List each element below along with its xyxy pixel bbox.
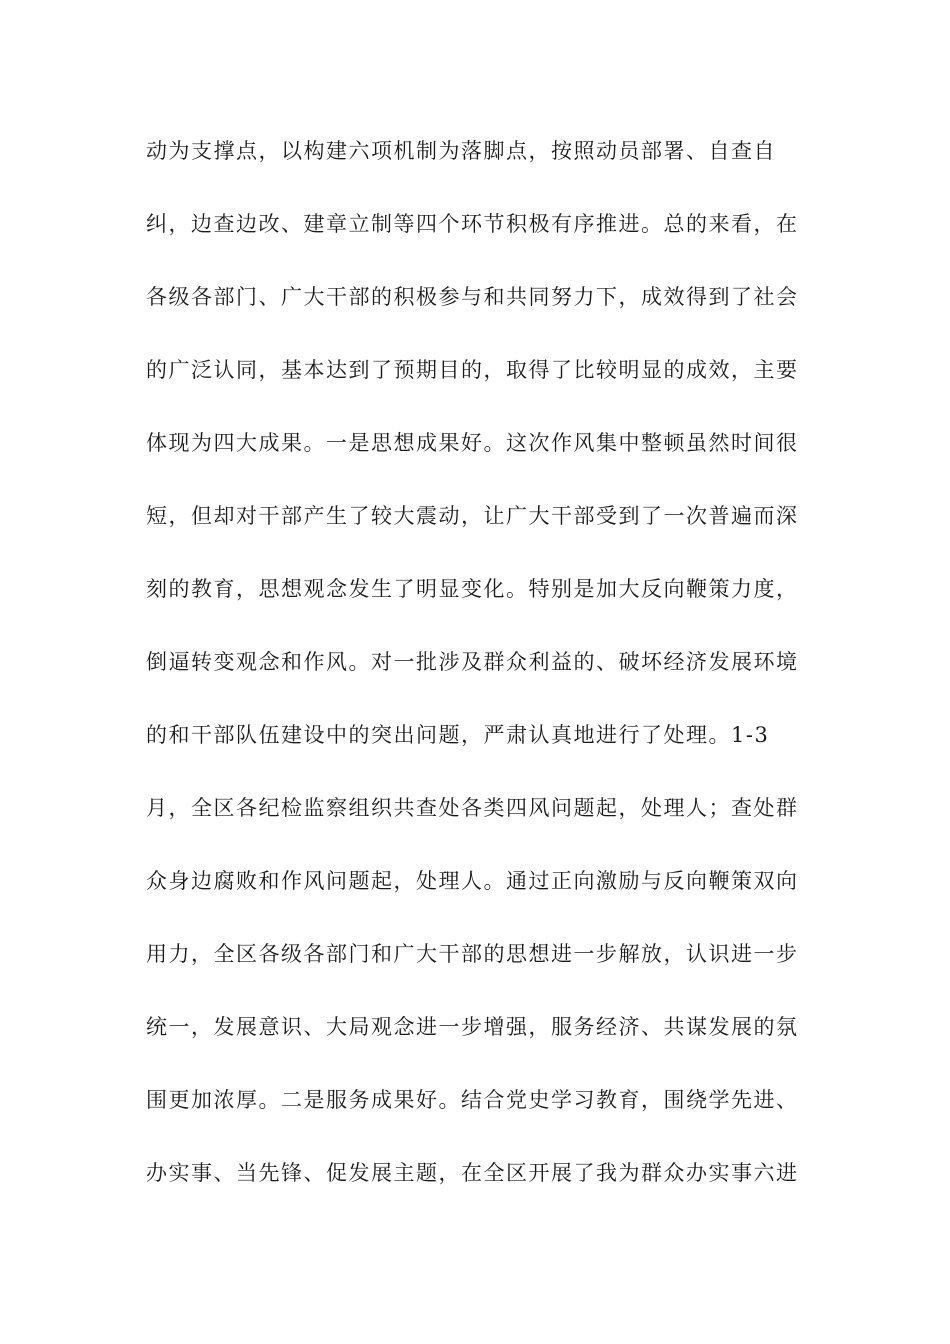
text-line: 用力，全区各级各部门和广大干部的思想进一步解放，认识进一步 — [146, 942, 799, 966]
text-line: 的和干部队伍建设中的突出问题，严肃认真地进行了处理。1-3 — [146, 723, 770, 747]
text-line: 办实事、当先锋、促发展主题，在全区开展了我为群众办实事六进 — [146, 1161, 799, 1185]
text-line: 倒逼转变观念和作风。对一批涉及群众利益的、破坏经济发展环境 — [146, 650, 799, 674]
text-line: 众身边腐败和作风问题起，处理人。通过正向激励与反向鞭策双向 — [146, 869, 799, 893]
text-line: 刻的教育，思想观念发生了明显变化。特别是加大反向鞭策力度， — [146, 577, 799, 601]
text-line: 短，但却对干部产生了较大震动，让广大干部受到了一次普遍而深 — [146, 504, 799, 528]
body-text — [146, 130, 806, 1225]
text-line: 的广泛认同，基本达到了预期目的，取得了比较明显的成效，主要 — [146, 358, 799, 382]
text-line: 各级各部门、广大干部的积极参与和共同努力下，成效得到了社会 — [146, 285, 799, 309]
text-line: 纠，边查边改、建章立制等四个环节积极有序推进。总的来看，在 — [146, 212, 799, 236]
text-line: 统一，发展意识、大局观念进一步增强，服务经济、共谋发展的氛 — [146, 1015, 799, 1039]
text-line: 动为支撑点，以构建六项机制为落脚点，按照动员部署、自查自 — [146, 139, 776, 163]
text-line: 月，全区各纪检监察组织共查处各类四风问题起，处理人；查处群 — [146, 796, 799, 820]
text-line: 围更加浓厚。二是服务成果好。结合党史学习教育，围绕学先进、 — [146, 1088, 799, 1112]
text-line: 体现为四大成果。一是思想成果好。这次作风集中整顿虽然时间很 — [146, 431, 799, 455]
